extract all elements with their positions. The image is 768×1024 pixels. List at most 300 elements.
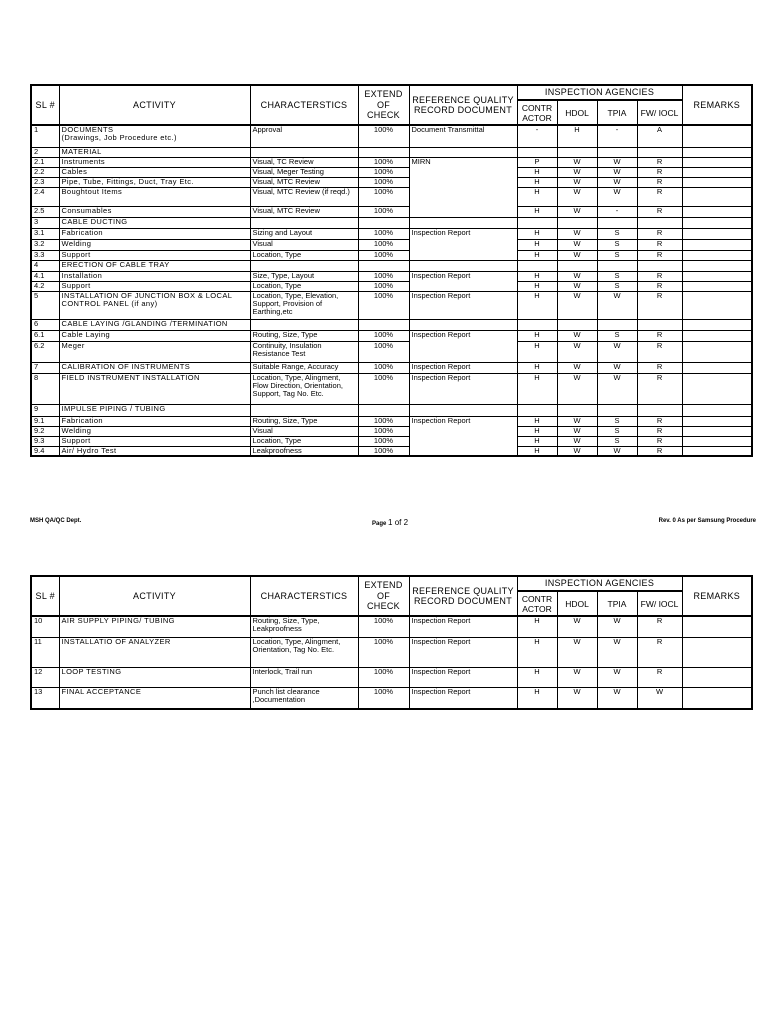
cell-characteristics: Visual, MTC Review [250,206,358,217]
cell-characteristics: Visual, MTC Review (if reqd.) [250,187,358,206]
cell-characteristics: Size, Type, Layout [250,271,358,281]
cell-extend: 100% [358,667,409,687]
table-row [31,362,752,373]
cell-characteristics: Visual, TC Review [250,157,358,167]
cell-reference: Inspection Report [409,637,517,667]
cell-remarks [682,167,752,177]
cell-fw-iocl [637,319,682,330]
table-row [31,436,752,446]
cell-sl: 12 [31,667,59,687]
table-row [31,217,752,228]
footer-page-label: Page [372,521,387,527]
cell-contractor: H [517,436,557,446]
cell-remarks [682,687,752,709]
cell-activity: Support [59,436,250,446]
cell-hdol: W [557,362,597,373]
cell-remarks [682,206,752,217]
table-row [31,330,752,341]
cell-contractor: H [517,416,557,426]
inspection-table-page-2 [30,575,753,710]
cell-extend: 100% [358,157,409,167]
cell-hdol: W [557,206,597,217]
footer-department: MSH QA/QC Dept. [30,518,82,524]
cell-extend: 100% [358,187,409,206]
cell-contractor [517,217,557,228]
cell-remarks [682,157,752,167]
cell-activity: INSTALLATION OF JUNCTION BOX & LOCAL CONTROL PANEL (if any) [59,291,250,319]
cell-characteristics: Approval [250,125,358,147]
cell-extend: 100% [358,291,409,319]
cell-extend [358,404,409,416]
cell-sl: 3.1 [31,228,59,239]
cell-activity: CABLE DUCTING [59,217,250,228]
header-remarks: REMARKS [682,85,752,125]
cell-fw-iocl: W [637,687,682,709]
cell-characteristics: Interlock, Trail run [250,667,358,687]
cell-characteristics: Visual, Meger Testing [250,167,358,177]
cell-characteristics: Visual [250,239,358,250]
cell-sl: 3 [31,217,59,228]
header-contractor: CONTR ACTOR [517,100,557,125]
table-row [31,239,752,250]
cell-sl: 4 [31,260,59,271]
table-row [31,167,752,177]
cell-activity: IMPULSE PIPING / TUBING [59,404,250,416]
cell-hdol: W [557,228,597,239]
cell-sl: 5 [31,291,59,319]
cell-characteristics [250,260,358,271]
table-row [31,373,752,404]
cell-contractor [517,319,557,330]
cell-extend: 100% [358,206,409,217]
cell-sl: 6.2 [31,341,59,362]
cell-fw-iocl: R [637,616,682,637]
cell-remarks [682,125,752,147]
cell-activity: FINAL ACCEPTANCE [59,687,250,709]
cell-activity: Pipe, Tube, Fittings, Duct, Tray Etc. [59,177,250,187]
cell-characteristics: Visual [250,426,358,436]
cell-tpia [597,217,637,228]
cell-extend: 100% [358,373,409,404]
cell-reference: Inspection Report [409,416,517,456]
cell-sl: 9.3 [31,436,59,446]
cell-tpia [597,319,637,330]
cell-fw-iocl [637,404,682,416]
header-characteristics: CHARACTERSTICS [250,576,358,616]
header-extend: EXTEND OF CHECK [358,85,409,125]
cell-remarks [682,404,752,416]
cell-reference [409,404,517,416]
cell-contractor: H [517,250,557,260]
cell-contractor: H [517,362,557,373]
table-row [31,637,752,667]
table-row [31,616,752,637]
footer-page-value: 1 of 2 [388,518,409,527]
cell-remarks [682,228,752,239]
cell-fw-iocl: R [637,177,682,187]
cell-tpia: W [597,637,637,667]
table-row [31,281,752,291]
cell-contractor: H [517,373,557,404]
header-reference: REFERENCE QUALITY RECORD DOCUMENT [409,85,517,125]
cell-fw-iocl: R [637,239,682,250]
cell-tpia [597,404,637,416]
cell-activity: Support [59,281,250,291]
header-hdol: HDOL [557,100,597,125]
cell-contractor: H [517,167,557,177]
cell-extend [358,319,409,330]
cell-remarks [682,416,752,426]
cell-activity: Air/ Hydro Test [59,446,250,456]
cell-characteristics: Location, Type [250,281,358,291]
cell-extend: 100% [358,616,409,637]
cell-contractor: H [517,637,557,667]
cell-reference [409,319,517,330]
cell-activity: FIELD INSTRUMENT INSTALLATION [59,373,250,404]
cell-contractor: H [517,667,557,687]
cell-remarks [682,426,752,436]
cell-contractor: P [517,157,557,167]
cell-hdol: W [557,416,597,426]
cell-reference: Document Transmittal [409,125,517,147]
cell-tpia: - [597,206,637,217]
cell-sl: 9.1 [31,416,59,426]
cell-activity: Cable Laying [59,330,250,341]
table-row [31,177,752,187]
cell-extend: 100% [358,250,409,260]
table-row [31,271,752,281]
header-contractor: CONTR ACTOR [517,591,557,616]
cell-characteristics: Sizing and Layout [250,228,358,239]
table-row [31,426,752,436]
header-fw-iocl: FW/ IOCL [637,100,682,125]
cell-characteristics: Continuity, Insulation Resistance Test [250,341,358,362]
cell-sl: 4.2 [31,281,59,291]
cell-tpia: S [597,281,637,291]
cell-hdol: W [557,436,597,446]
cell-activity: CALIBRATION OF INSTRUMENTS [59,362,250,373]
header-activity: ACTIVITY [59,576,250,616]
cell-sl: 3.3 [31,250,59,260]
cell-remarks [682,341,752,362]
cell-remarks [682,177,752,187]
cell-remarks [682,187,752,206]
cell-hdol: W [557,341,597,362]
cell-sl: 4.1 [31,271,59,281]
cell-reference: Inspection Report [409,271,517,291]
cell-activity: CABLE LAYING /GLANDING /TERMINATION [59,319,250,330]
cell-hdol: W [557,426,597,436]
cell-tpia: W [597,167,637,177]
header-fw-iocl: FW/ IOCL [637,591,682,616]
cell-fw-iocl: R [637,250,682,260]
cell-characteristics [250,147,358,157]
cell-fw-iocl: A [637,125,682,147]
cell-contractor [517,404,557,416]
cell-tpia: W [597,616,637,637]
cell-extend: 100% [358,177,409,187]
cell-activity: Support [59,250,250,260]
table-row [31,206,752,217]
cell-reference [409,147,517,157]
cell-activity: Consumables [59,206,250,217]
cell-remarks [682,330,752,341]
table-row [31,250,752,260]
cell-contractor: - [517,125,557,147]
cell-tpia: W [597,157,637,167]
cell-fw-iocl: R [637,271,682,281]
cell-sl: 8 [31,373,59,404]
cell-characteristics: Punch list clearance ,Documentation [250,687,358,709]
cell-sl: 2 [31,147,59,157]
cell-hdol: W [557,667,597,687]
table-header [31,576,752,616]
cell-contractor: H [517,177,557,187]
cell-characteristics: Visual, MTC Review [250,177,358,187]
cell-reference: Inspection Report [409,667,517,687]
header-inspection-agencies: INSPECTION AGENCIES [517,85,682,100]
cell-tpia: S [597,436,637,446]
header-sl: SL # [31,576,59,616]
cell-remarks [682,616,752,637]
cell-reference: Inspection Report [409,228,517,260]
cell-sl: 2.3 [31,177,59,187]
cell-hdol: W [557,446,597,456]
cell-activity: Installation [59,271,250,281]
header-sl: SL # [31,85,59,125]
cell-remarks [682,260,752,271]
cell-characteristics: Location, Type [250,436,358,446]
cell-hdol: W [557,330,597,341]
cell-hdol [557,217,597,228]
table-row [31,341,752,362]
table-body [31,616,752,709]
cell-contractor: H [517,187,557,206]
cell-sl: 2.2 [31,167,59,177]
cell-contractor: H [517,446,557,456]
cell-hdol: W [557,373,597,404]
cell-hdol [557,319,597,330]
cell-tpia: S [597,250,637,260]
header-activity: ACTIVITY [59,85,250,125]
cell-tpia: W [597,667,637,687]
cell-extend: 100% [358,426,409,436]
cell-fw-iocl: R [637,373,682,404]
cell-extend [358,217,409,228]
cell-characteristics: Suitable Range, Accuracy [250,362,358,373]
cell-fw-iocl [637,260,682,271]
cell-fw-iocl: R [637,206,682,217]
inspection-table-page-1 [30,84,753,457]
table-row [31,446,752,456]
cell-remarks [682,362,752,373]
cell-tpia [597,147,637,157]
cell-activity: Cables [59,167,250,177]
cell-fw-iocl [637,217,682,228]
cell-hdol: W [557,157,597,167]
cell-reference [409,217,517,228]
table-body [31,125,752,456]
table-row [31,687,752,709]
cell-tpia: S [597,426,637,436]
cell-sl: 9.4 [31,446,59,456]
cell-activity: Meger [59,341,250,362]
cell-tpia: W [597,687,637,709]
cell-remarks [682,250,752,260]
cell-remarks [682,373,752,404]
cell-sl: 6.1 [31,330,59,341]
cell-reference: Inspection Report [409,373,517,404]
cell-fw-iocl: R [637,341,682,362]
cell-extend: 100% [358,271,409,281]
cell-extend: 100% [358,637,409,667]
cell-contractor: H [517,341,557,362]
cell-sl: 9 [31,404,59,416]
cell-characteristics: Location, Type [250,250,358,260]
cell-activity: Welding [59,239,250,250]
cell-contractor [517,147,557,157]
cell-extend [358,260,409,271]
table-row [31,147,752,157]
header-extend: EXTEND OF CHECK [358,576,409,616]
cell-fw-iocl: R [637,187,682,206]
cell-remarks [682,239,752,250]
header-remarks: REMARKS [682,576,752,616]
cell-extend: 100% [358,416,409,426]
header-tpia: TPIA [597,591,637,616]
cell-contractor: H [517,281,557,291]
table-row [31,228,752,239]
cell-tpia: W [597,373,637,404]
cell-tpia: S [597,228,637,239]
cell-remarks [682,436,752,446]
cell-tpia: W [597,177,637,187]
cell-characteristics: Location, Type, Alingment, Flow Direction, Orientation, Support, Tag No. Etc. [250,373,358,404]
cell-contractor: H [517,206,557,217]
cell-remarks [682,667,752,687]
cell-tpia: W [597,291,637,319]
cell-hdol: H [557,125,597,147]
cell-activity: ERECTION OF CABLE TRAY [59,260,250,271]
cell-characteristics: Location, Type, Elevation, Support, Provision of Earthing,etc [250,291,358,319]
cell-extend: 100% [358,436,409,446]
cell-reference: Inspection Report [409,687,517,709]
cell-extend: 100% [358,167,409,177]
cell-characteristics: Routing, Size, Type [250,416,358,426]
cell-extend: 100% [358,341,409,362]
cell-remarks [682,147,752,157]
cell-characteristics: Routing, Size, Type, Leakproofness [250,616,358,637]
cell-tpia: S [597,239,637,250]
cell-fw-iocl: R [637,228,682,239]
cell-hdol: W [557,291,597,319]
cell-extend [358,147,409,157]
cell-hdol [557,260,597,271]
cell-tpia: W [597,362,637,373]
cell-sl: 2.1 [31,157,59,167]
cell-activity: MATERIAL [59,147,250,157]
cell-extend: 100% [358,446,409,456]
cell-hdol: W [557,281,597,291]
cell-contractor: H [517,687,557,709]
cell-fw-iocl: R [637,446,682,456]
cell-extend: 100% [358,687,409,709]
cell-fw-iocl: R [637,157,682,167]
cell-contractor: H [517,330,557,341]
cell-tpia [597,260,637,271]
cell-tpia: W [597,341,637,362]
cell-hdol: W [557,637,597,667]
table-row [31,404,752,416]
header-characteristics: CHARACTERSTICS [250,85,358,125]
cell-hdol [557,404,597,416]
cell-remarks [682,319,752,330]
cell-contractor: H [517,239,557,250]
cell-fw-iocl: R [637,667,682,687]
cell-tpia: S [597,416,637,426]
cell-hdol: W [557,177,597,187]
cell-fw-iocl: R [637,436,682,446]
cell-contractor: H [517,616,557,637]
cell-sl: 7 [31,362,59,373]
cell-sl: 1 [31,125,59,147]
cell-hdol: W [557,167,597,177]
cell-fw-iocl [637,147,682,157]
cell-characteristics: Location, Type, Alingment, Orientation, Tag No. Etc. [250,637,358,667]
cell-activity: AIR SUPPLY PIPING/ TUBING [59,616,250,637]
cell-extend: 100% [358,125,409,147]
cell-hdol: W [557,271,597,281]
cell-extend: 100% [358,239,409,250]
cell-characteristics [250,319,358,330]
cell-sl: 2.4 [31,187,59,206]
cell-fw-iocl: R [637,426,682,436]
cell-hdol: W [557,687,597,709]
cell-remarks [682,446,752,456]
cell-remarks [682,637,752,667]
cell-extend: 100% [358,281,409,291]
cell-remarks [682,291,752,319]
header-tpia: TPIA [597,100,637,125]
cell-reference: Inspection Report [409,291,517,319]
cell-tpia: S [597,271,637,281]
cell-contractor [517,260,557,271]
cell-reference: Inspection Report [409,616,517,637]
cell-reference: Inspection Report [409,330,517,362]
cell-activity: Fabrication [59,228,250,239]
cell-fw-iocl: R [637,281,682,291]
table-row [31,291,752,319]
cell-remarks [682,271,752,281]
cell-characteristics: Leakproofness [250,446,358,456]
cell-tpia: W [597,446,637,456]
cell-activity: LOOP TESTING [59,667,250,687]
table-row [31,319,752,330]
cell-hdol: W [557,187,597,206]
cell-hdol [557,147,597,157]
cell-reference: Inspection Report [409,362,517,373]
cell-characteristics [250,404,358,416]
cell-reference [409,260,517,271]
header-inspection-agencies: INSPECTION AGENCIES [517,576,682,591]
cell-tpia: - [597,125,637,147]
cell-fw-iocl: R [637,362,682,373]
cell-activity: Welding [59,426,250,436]
table-row [31,260,752,271]
cell-remarks [682,281,752,291]
cell-extend: 100% [358,330,409,341]
cell-activity: DOCUMENTS (Drawings, Job Procedure etc.) [59,125,250,147]
